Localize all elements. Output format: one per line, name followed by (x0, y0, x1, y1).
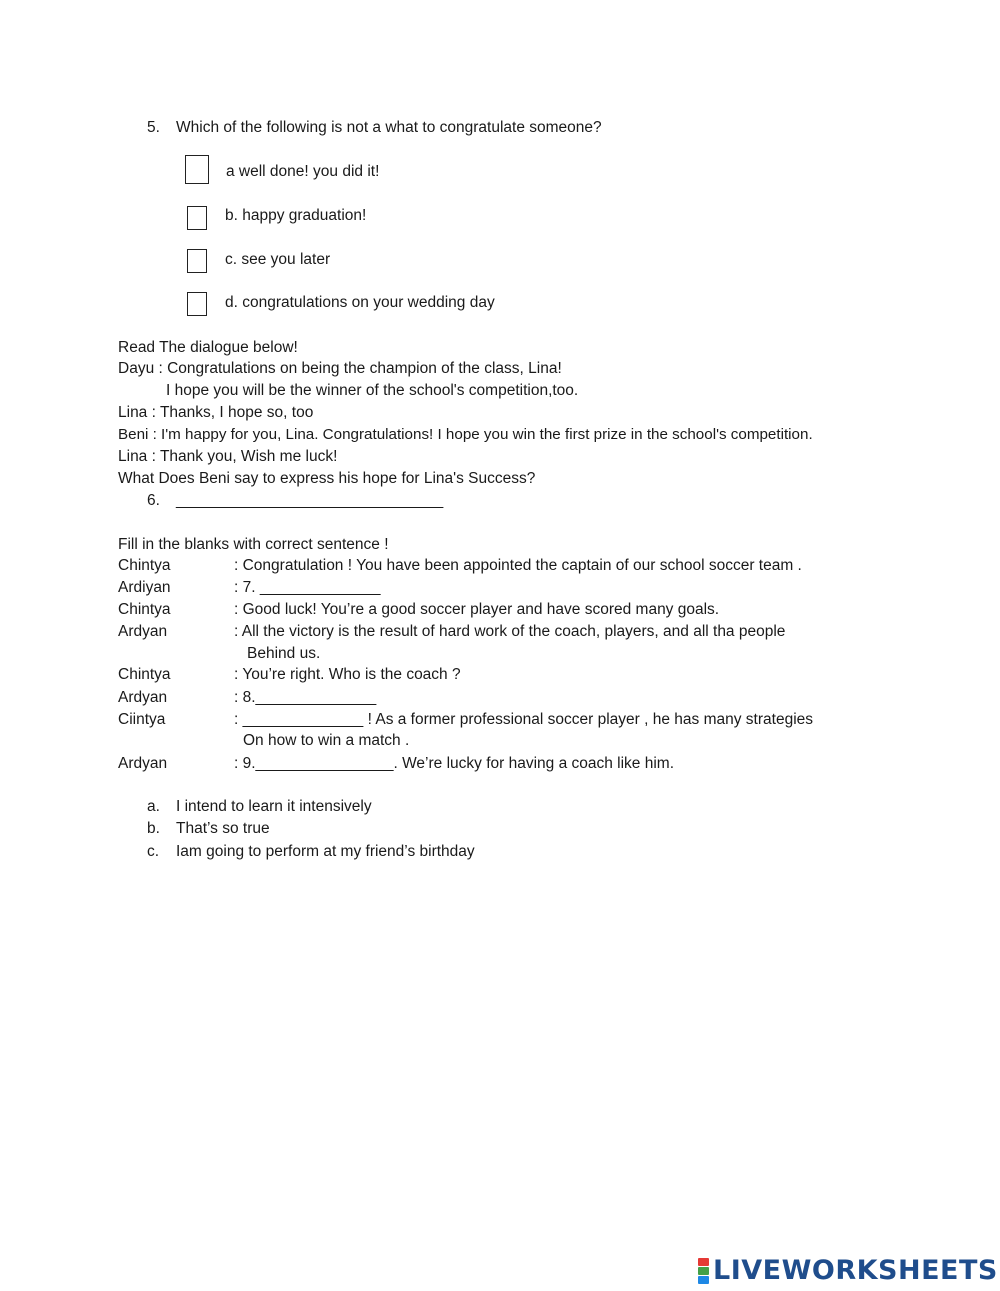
fill-row-7-continuation: On how to win a match . (243, 732, 410, 749)
choice-b-text: That’s so true (176, 820, 270, 837)
choice-c-letter: c. (147, 843, 160, 860)
dialogue-intro: Read The dialogue below! (118, 339, 298, 356)
fill-row-2-text[interactable]: : 7. ______________ (234, 579, 381, 596)
dialogue-line-2: I hope you will be the winner of the school's competition,too. (166, 382, 579, 399)
dialogue-line-3: Lina : Thanks, I hope so, too (118, 404, 314, 421)
liveworksheets-logo-icon (698, 1258, 709, 1284)
fill-row-7-text[interactable]: : ______________ ! As a former professional soccer player , he has many strategies (234, 711, 814, 728)
fill-row-8-text[interactable]: : 9.________________. We’re lucky for having a coach like him. (234, 755, 675, 772)
fill-row-6-text[interactable]: : 8.______________ (234, 689, 377, 706)
q5-option-d: d. congratulations on your wedding day (225, 294, 495, 311)
fill-row-3-text: : Good luck! You’re a good soccer player and have scored many goals. (234, 601, 720, 618)
q6-number: 6. (147, 492, 160, 509)
q5-question: Which of the following is not a what to congratulate someone? (176, 119, 602, 136)
fill-row-4-text: : All the victory is the result of hard work of the coach, players, and all tha people (234, 623, 786, 640)
choice-a-letter: a. (147, 798, 160, 815)
fill-row-1-speaker: Chintya (118, 557, 171, 574)
dialogue-line-5: Lina : Thank you, Wish me luck! (118, 448, 338, 465)
fill-row-3-speaker: Chintya (118, 601, 171, 618)
q5-option-d-checkbox[interactable] (187, 292, 207, 316)
fill-row-2-speaker: Ardiyan (118, 579, 171, 596)
q5-option-c: c. see you later (225, 251, 331, 268)
fill-row-7-speaker: Ciintya (118, 711, 166, 728)
choice-c-text: Iam going to perform at my friend’s birthday (176, 843, 475, 860)
dialogue-line-1: Dayu : Congratulations on being the champion of the class, Lina! (118, 360, 562, 377)
q5-option-a-checkbox[interactable] (185, 155, 209, 184)
q5-option-c-checkbox[interactable] (187, 249, 207, 273)
q6-answer-blank[interactable]: _______________________________ (176, 492, 444, 509)
logo-block-blue (698, 1276, 709, 1284)
liveworksheets-logo-text: LIVEWORKSHEETS (713, 1255, 998, 1286)
fill-instruction: Fill in the blanks with correct sentence ! (118, 536, 389, 553)
fill-row-1-text: : Congratulation ! You have been appointed the captain of our school soccer team . (234, 557, 802, 574)
fill-row-5-speaker: Chintya (118, 666, 171, 683)
q5-option-b-checkbox[interactable] (187, 206, 207, 230)
liveworksheets-logo[interactable] (698, 1256, 998, 1286)
fill-row-4-continuation: Behind us. (247, 645, 321, 662)
choice-b-letter: b. (147, 820, 160, 837)
q5-number: 5. (147, 119, 160, 136)
choice-a-text: I intend to learn it intensively (176, 798, 372, 815)
fill-row-4-speaker: Ardyan (118, 623, 168, 640)
fill-row-6-speaker: Ardyan (118, 689, 168, 706)
q5-option-a: a well done! you did it! (226, 163, 380, 180)
logo-block-red (698, 1258, 709, 1266)
dialogue-question: What Does Beni say to express his hope for Lina's Success? (118, 470, 536, 487)
dialogue-line-4: Beni : I'm happy for you, Lina. Congratulations! I hope you win the first prize in the school's competition. (118, 426, 813, 443)
fill-row-8-speaker: Ardyan (118, 755, 168, 772)
q5-option-b: b. happy graduation! (225, 207, 367, 224)
fill-row-5-text: : You’re right. Who is the coach ? (234, 666, 461, 683)
logo-block-green (698, 1267, 709, 1275)
